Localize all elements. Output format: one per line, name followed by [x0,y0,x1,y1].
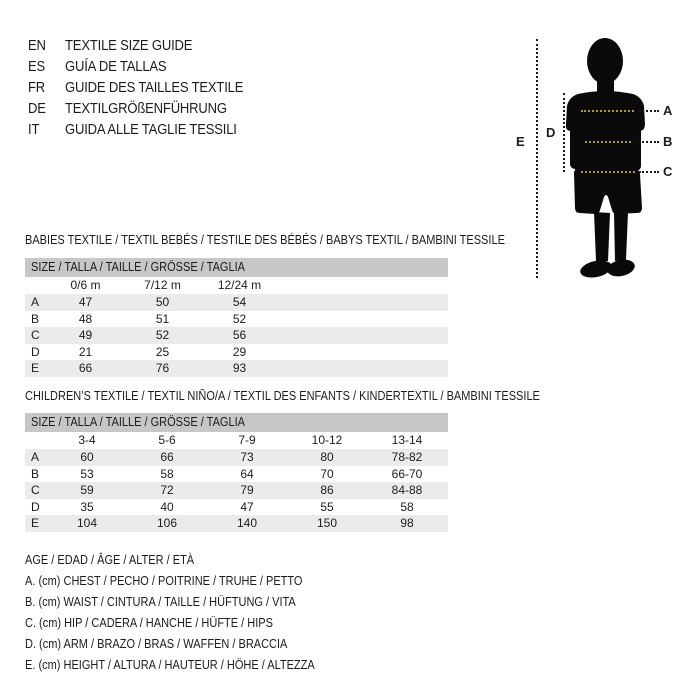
cell: 55 [320,499,334,514]
language-row [28,120,263,141]
table-row [25,449,448,466]
size-header-text: SIZE / TALLA / TAILLE / GRÖSSE / TAGLIA [31,415,245,429]
cell: 140 [236,516,258,530]
row-label: C [31,483,40,497]
cell: 58 [400,499,414,514]
waist-label: B [663,134,673,149]
cell: 84-88 [391,483,423,497]
column-header: 10-12 [311,433,343,447]
table-row [25,311,448,328]
hip-measure-line [639,171,659,173]
waist-measure-line [639,141,659,143]
children-section-title-text: CHILDREN’S TEXTILE / TEXTIL NIÑO/A / TEXTIL DES ENFANTS / KINDERTEXTIL / BAMBINI TESSILE [25,389,540,403]
cell: 29 [232,344,247,359]
chest-label: A [663,103,673,118]
table-row [25,294,448,311]
babies-size-table [25,258,448,377]
chest-measure-line [639,110,659,112]
legend-text: E. (cm) HEIGHT / ALTURA / HAUTEUR / HÖHE / ALTEZZA [25,658,315,672]
column-header: 13-14 [391,433,423,447]
hip-label: C [663,164,673,179]
table-header-row [25,432,448,449]
cell: 53 [80,466,94,481]
legend-text: C. (cm) HIP / CADERA / HANCHE / HÜFTE / HIPS [25,616,273,630]
measurement-legend [25,550,354,676]
language-code: DE [28,101,46,117]
language-header [28,36,263,141]
babies-section-title-text: BABIES TEXTILE / TEXTIL BEBÉS / TESTILE DES BÉBÉS / BABYS TEXTIL / BAMBINI TESSILE [25,233,505,247]
language-row [28,36,263,57]
cell: 35 [80,499,94,514]
cell: 76 [155,361,170,375]
cell: 52 [155,328,170,342]
cell: 51 [155,311,170,326]
cell: 54 [232,295,247,309]
legend-line-hip [25,613,354,634]
babies-section-title [25,233,570,247]
column-header: 7/12 m [144,278,181,292]
cell: 49 [78,328,93,342]
table-row [25,344,448,361]
table-row [25,360,448,377]
legend-line-height [25,655,354,676]
table-row [25,482,448,499]
column-header: 3-4 [78,433,96,447]
legend-text: A. (cm) CHEST / PECHO / POITRINE / TRUHE / PETTO [25,574,303,588]
legend-line-chest [25,571,354,592]
cell: 21 [78,344,93,359]
cell: 47 [78,295,93,309]
cell: 73 [240,450,254,464]
cell: 47 [240,499,254,514]
cell: 64 [240,466,254,481]
row-label: B [31,466,40,481]
cell: 72 [160,483,174,497]
cell: 60 [80,450,94,464]
legend-text: B. (cm) WAIST / CINTURA / TAILLE / HÜFTUNG / VITA [25,595,296,609]
column-header: 12/24 m [217,278,262,292]
language-title: GUIDE DES TAILLES TEXTILE [65,80,244,96]
table-row [25,499,448,516]
children-section-title [25,389,610,403]
size-header-bar [25,258,448,277]
cell: 56 [232,328,247,342]
row-label: D [31,344,40,359]
cell: 86 [320,483,334,497]
legend-text: D. (cm) ARM / BRAZO / BRAS / WAFFEN / BRACCIA [25,637,288,651]
language-code: IT [28,122,40,138]
cell: 25 [155,344,170,359]
cell: 93 [232,361,247,375]
language-title: TEXTILGRÖßENFÜHRUNG [65,101,227,117]
language-row [28,78,263,99]
cell: 66 [160,450,174,464]
legend-line-age [25,550,354,571]
cell: 52 [232,311,247,326]
language-code: EN [28,38,46,54]
cell: 80 [320,450,334,464]
cell: 66 [78,361,93,375]
column-header: 5-6 [158,433,176,447]
language-code: FR [28,80,46,96]
size-header-bar [25,413,448,432]
cell: 66-70 [391,466,423,481]
cell: 70 [320,466,334,481]
cell: 98 [400,516,414,530]
row-label: A [31,450,40,464]
chest-measure-line-body [581,110,634,112]
row-label: A [31,295,40,309]
cell: 58 [160,466,174,481]
cell: 40 [160,499,174,514]
hip-measure-line-body [581,171,635,173]
cell: 79 [240,483,254,497]
table-row [25,466,448,483]
language-title: GUIDA ALLE TAGLIE TESSILI [65,122,237,138]
corner-cell [25,277,47,294]
language-title: GUÍA DE TALLAS [65,59,167,75]
language-code: ES [28,59,46,75]
arm-label: D [546,125,556,140]
cell: 59 [80,483,94,497]
language-title: TEXTILE SIZE GUIDE [65,38,193,54]
row-label: E [31,361,40,375]
cell: 50 [155,295,170,309]
size-header-text: SIZE / TALLA / TAILLE / GRÖSSE / TAGLIA [31,260,245,274]
language-row [28,99,263,120]
table-row [25,327,448,344]
corner-cell [25,432,47,449]
cell: 106 [156,516,178,530]
legend-line-waist [25,592,354,613]
cell: 48 [78,311,93,326]
table-row [25,515,448,532]
table-header-row [25,277,448,294]
cell: 150 [316,516,338,530]
waist-measure-line-body [585,141,631,143]
arm-measure-line [563,93,565,172]
height-label: E [516,134,525,149]
children-size-table [25,413,448,532]
row-label: B [31,311,40,326]
row-label: D [31,499,40,514]
legend-text: AGE / EDAD / ÂGE / ALTER / ETÀ [25,553,195,567]
row-label: E [31,516,40,530]
column-header: 7-9 [238,433,256,447]
language-row [28,57,263,78]
cell: 104 [76,516,98,530]
row-label: C [31,328,40,342]
cell: 78-82 [391,450,423,464]
legend-line-arm [25,634,354,655]
column-header: 0/6 m [70,278,101,292]
